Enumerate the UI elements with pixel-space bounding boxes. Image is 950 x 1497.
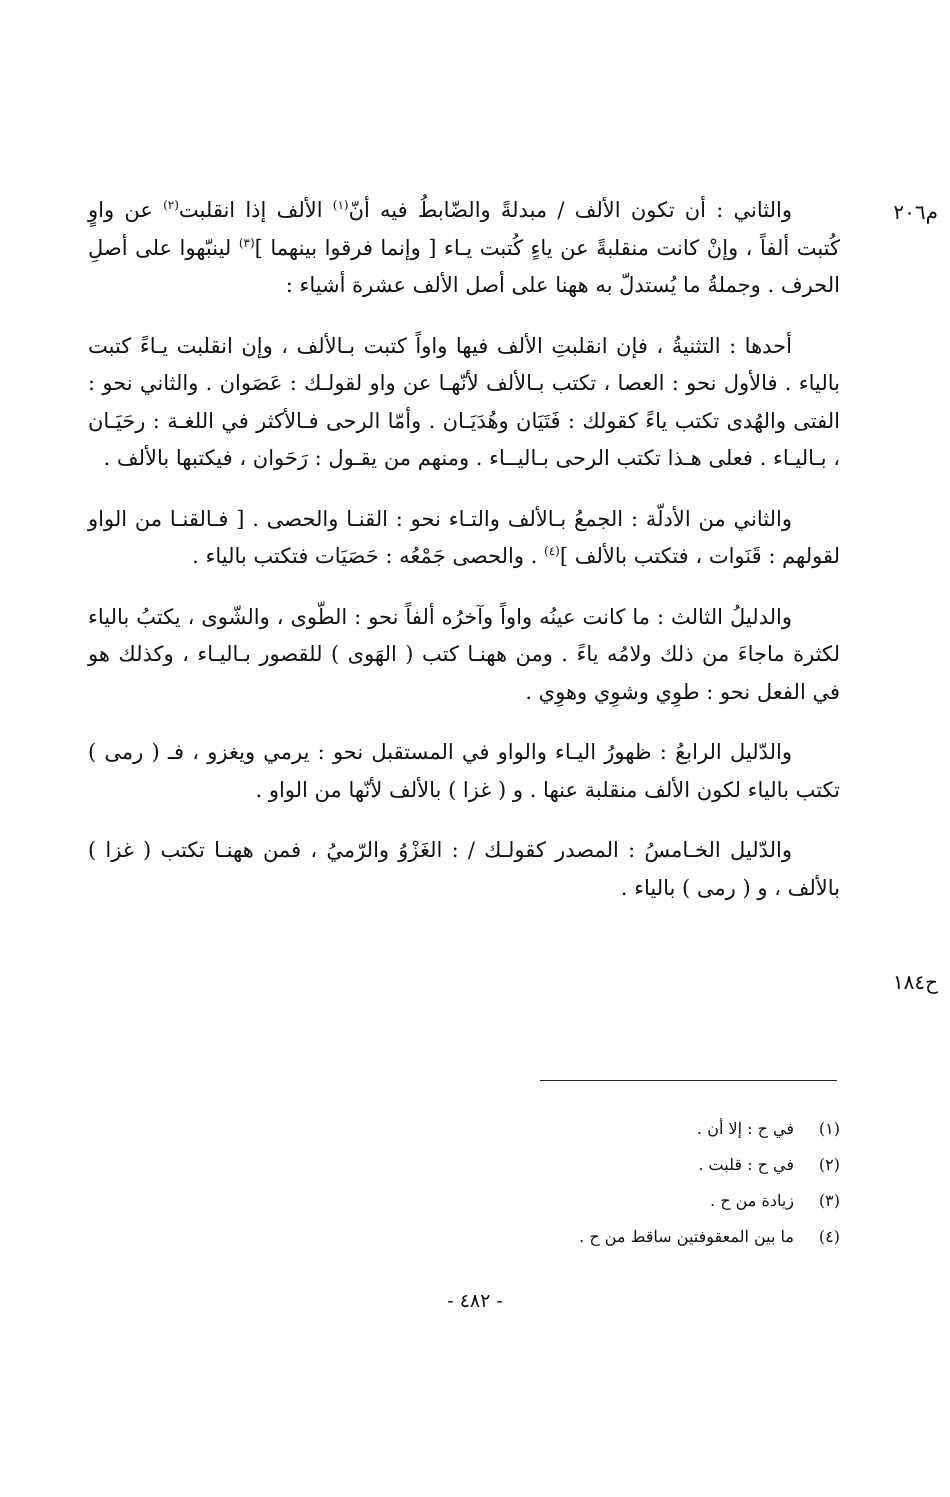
text-run: الألف إذا انقلبت: [178, 198, 333, 222]
footnote-number: (٣): [818, 1190, 840, 1210]
footnote-item: [300, 1146, 840, 1182]
footnote-number: (١): [818, 1118, 840, 1138]
text-run: والثاني : أن تكون الألف / مبدلةً والضّابطُ فيه أنّ: [348, 198, 792, 222]
text-run: والدليلُ الثالث : ما كانت عينُه واواً وآخرُه ألفاً نحو : الطّوى ، والشّوى ، يكتبُ بالياء لكثرة ماجاءَ من ذلك ولامُه ياءً . ومن ههنـا كتب ( الهَوى ) للقصور بـاليـاء ، وكذلك هو في الفعل نحو : طوِي وشوِي وهوِي .: [88, 604, 840, 704]
footnote-ref-4: (٤): [544, 544, 560, 558]
footnote-ref-3: (٣): [238, 235, 255, 250]
footnote-item: [300, 1218, 840, 1254]
paragraph-1: [88, 192, 840, 305]
footnote-text: زيادة من ح .: [710, 1190, 794, 1210]
footnote-text: ما بين المعقوفتين ساقط من ح .: [579, 1226, 794, 1246]
footnotes: [300, 1110, 840, 1254]
footnote-text: في ح : قلبت .: [698, 1154, 794, 1174]
paragraph-5: [88, 734, 840, 809]
paragraph-2: [88, 328, 840, 478]
footnote-ref-2: (٢): [163, 198, 179, 212]
footnote-item: [300, 1182, 840, 1218]
text-run: . والحصى جَمْعُه : حَصَيَات فتكتب بالياء .: [192, 544, 545, 568]
footnote-number: (٢): [818, 1154, 840, 1174]
text-run: عن واوٍ كُتبت ألفاً ، وإنْ كانت منقلبةً عن ياءٍ كُتبت يـاء [ وإنما فرقوا بينهما ]: [88, 198, 840, 260]
paragraph-4: [88, 599, 840, 712]
footnote-ref-1: (١): [332, 198, 349, 212]
text-run: والثاني من الأدلّة : الجمعُ بـالألف والتـاء نحو : القنـا والحصى . [ فـالقنـا من الواو لقولهم : قَنَوات ، فتكتب بالألف ]: [88, 506, 840, 568]
margin-note-manuscript-m: م٢٠٦: [893, 200, 938, 224]
text-run: والدّليل الخـامسُ : المصدر كقولـك / : الغَزْوُ والرّميُ ، فمن ههنـا تكتب ( غزا ) بالألف ، و ( رمى ) بالياء .: [88, 838, 840, 900]
footnote-text: في ح : إلا أن .: [697, 1118, 794, 1138]
text-run: أحدها : التثنيةُ ، فإن انقلبتِ الألف فيها واواً كتبت بـالألف ، وإن انقلبت يـاءً كتبت بالياء . فالأول نحو : العصا ، تكتب بـالألف لأنّهـا عن واو لقولـك : عَصَوان . والثاني نحو : الفتى والهُدى تكتب ياءً كقولك : فَتَيَان وهُدَيَـان . وأمّا الرحى فـالأكثر في اللغـة : رحَيَـان ، بـاليـاء . فعلى هـذا تكتب الرحى بـاليــاء . ومنهم من يقـول : رَحَوان ، فيكتبها بالألف .: [88, 333, 840, 470]
footnote-divider: [540, 1080, 837, 1081]
paragraph-3: [88, 501, 840, 576]
margin-note-manuscript-h: ح١٨٤: [892, 970, 938, 994]
main-text: [88, 192, 840, 930]
text-run: والدّليل الرابعُ : ظهورُ اليـاء والواو في المستقبل نحو : يرمي ويغزو ، فـ ( رمى ) تكتب بالياء لكون الألف منقلبة عنها . و ( غزا ) بالألف لأنّها من الواو .: [88, 740, 840, 802]
paragraph-6: [88, 832, 840, 907]
footnote-item: [300, 1110, 840, 1146]
footnote-number: (٤): [818, 1226, 840, 1246]
text-run: لينبّهوا على أصلِ الحرف . وجملةُ ما يُستدلّ به ههنا على أصل الألف عشرة أشياء :: [88, 235, 840, 297]
page-number: - ٤٨٢ -: [447, 1290, 503, 1312]
